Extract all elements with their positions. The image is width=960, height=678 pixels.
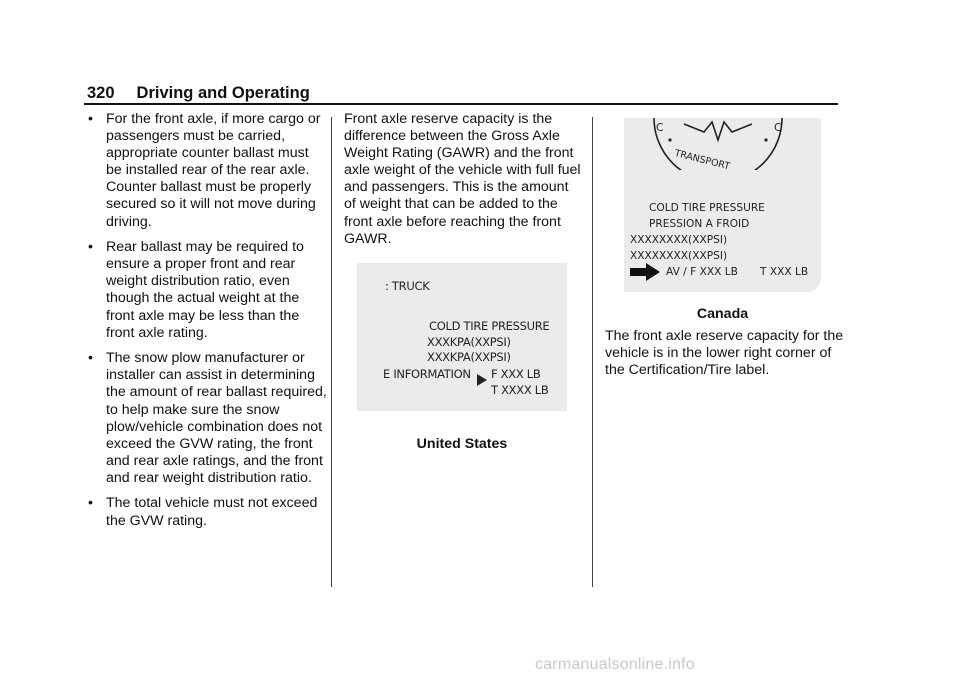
us-label-total: T XXXX LB [491,383,549,397]
ca-label-cold-pressure: COLD TIRE PRESSURE [649,202,765,214]
bullet-text: The snow plow manufacturer or installer can assist in determining the amount of rear ballast required, to help make sure the snow plow/vehicle combination does not exceed the GVW rating, the front and rear axle ratings, and the front and rear weight distribution ratio. [106,350,327,486]
us-caption: United States [416,436,508,452]
seal-c-right: C [774,122,782,134]
seal-c-left: C [656,122,664,134]
arrow-right-icon [630,263,660,281]
seal-text: TRANSPORT [673,148,731,173]
footer-watermark: carmanualsonline.info [535,656,695,673]
canada-caption: Canada [696,306,749,322]
arrow-icon [475,372,489,388]
us-label-kpa-2: XXXKPA(XXPSI) [427,350,511,364]
ca-label-x-1: XXXXXXXX(XXPSI) [630,234,728,246]
bullet-icon: • [88,350,93,367]
canada-tire-label-image [624,118,821,292]
header-rule [84,103,838,105]
us-label-kpa-1: XXXKPA(XXPSI) [427,335,511,349]
column-1 [87,111,327,538]
column-divider-2 [592,117,593,587]
section-title: Driving and Operating [136,84,310,102]
ca-label-pression: PRESSION A FROID [649,218,750,230]
label-location-paragraph: The front axle reserve capacity for the vehicle is in the lower right corner of the Certification/Tire label. [605,328,844,379]
bullet-text: For the front axle, if more cargo or passengers must be carried, appropriate counter ballast must be installed rear of the rear axle. Counter ballast must be properly secured so it will not move during driving. [106,111,321,230]
bullet-text: Rear ballast may be required to ensure a proper front and rear weight distribution ratio, even though the actual weight at the front axle may be less than the front axle rating. [106,239,304,341]
column-divider-1 [331,117,332,587]
bullet-list [87,111,327,530]
bullet-item [87,111,327,231]
ca-label-x-2: XXXXXXXX(XXPSI) [630,250,728,262]
bullet-icon: • [88,111,93,127]
bullet-item [87,495,327,529]
bullet-text: The total vehicle must not exceed the GVW rating. [106,495,318,529]
column-3 [605,328,845,379]
us-label-cold-pressure: COLD TIRE PRESSURE [429,319,550,333]
ca-label-av: AV / F XXX LB [666,266,738,278]
page-header [87,84,310,103]
bullet-item [87,239,327,342]
bullet-icon: • [88,495,93,512]
bullet-icon: • [88,239,93,256]
us-tire-label-image [357,263,567,411]
us-label-information: E INFORMATION [383,367,471,381]
us-label-front: F XXX LB [491,367,541,381]
ca-label-total: T XXX LB [760,266,809,278]
reserve-capacity-paragraph: Front axle reserve capacity is the difference between the Gross Axle Weight Rating (GAWR) and the front axle weight of the vehicle with full fuel and passengers. This is the amount of weight that can be added to the front axle before reaching the front GAWR. [344,111,581,247]
column-2 [344,111,584,248]
page-number: 320 [87,84,115,102]
us-label-truck: : TRUCK [385,279,430,293]
bullet-item [87,350,327,487]
